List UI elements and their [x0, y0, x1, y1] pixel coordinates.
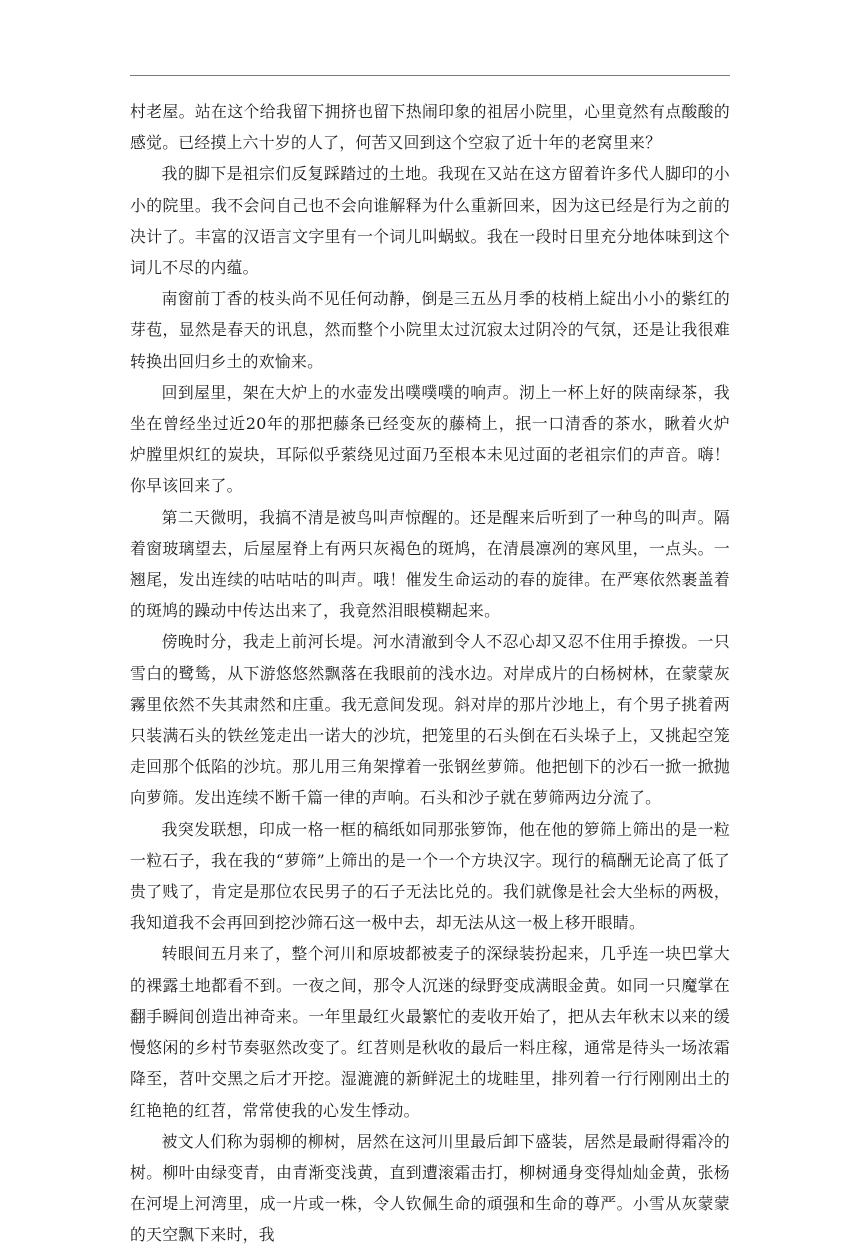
- paragraph: 被文人们称为弱柳的柳树，居然在这河川里最后卸下盛装，居然是最耐得霜冷的树。柳叶由绿变青，由青渐变浅黄，直到遭滚霜击打，柳树通身变得灿灿金黄，张杨在河堤上河湾里，成一片或一株，令人钦佩生命的頑强和生命的尊严。小雪从灰蒙蒙的天空飘下来时，我: [130, 1131, 730, 1245]
- paragraph: 第二天微明，我搞不清是被鸟叫声惊醒的。还是醒来后听到了一种鸟的叫声。隔着窗玻璃望去，后屋屋脊上有两只灰褐色的斑鸠，在清晨凛冽的寒风里，一点头。一翘尾，发出连续的咕咕咕的叫声。哦！催发生命运动的春的旋律。在严寒依然裹盖着的斑鸠的躁动中传达出来了，我竟然泪眼模糊起来。: [130, 507, 730, 621]
- article-body: [130, 96, 730, 1251]
- paragraph: 村老屋。站在这个给我留下拥挤也留下热闹印象的祖居小院里，心里竟然有点酸酸的感觉。已经摸上六十岁的人了，何苦又回到这个空寂了近十年的老窝里来？: [130, 102, 730, 153]
- paragraph: 转眼间五月来了，整个河川和原坡都被麦子的深绿装扮起来，几乎连一块巴掌大的裸露土地都看不到。一夜之间，那令人沉迷的绿野变成满眼金黄。如同一只魔掌在翻手瞬间创造出神奇来。一年里最红火最繁忙的麦收开始了，把从去年秋末以来的缓慢悠闲的乡村节奏驱然改变了。红苕则是秋收的最后一料庄稼，通常是待头一场浓霜降至，苕叶交黑之后才开挖。湿漉漉的新鲜泥土的垅畦里，排列着一行行刚刚出土的红艳艳的红苕，常常使我的心发生悸动。: [130, 944, 730, 1120]
- paragraph: 我的脚下是祖宗们反复踩踏过的土地。我现在又站在这方留着许多代人脚印的小小的院里。我不会问自己也不会向谁解释为什么重新回来，因为这已经是行为之前的决计了。丰富的汉语言文字里有一个词儿叫蜗蚁。我在一段时日里充分地体味到这个词儿不尽的内蕴。: [130, 164, 730, 278]
- paragraph: 我突发联想，印成一格一框的稿纸如同那张箩饰，他在他的箩筛上筛出的是一粒一粒石子，我在我的“萝筛”上筛出的是一个一个方块汉字。现行的稿酬无论高了低了贵了贱了，肯定是那位农民男子的石子无法比兑的。我们就像是社会大坐标的两极，我知道我不会再回到挖沙筛石这一极中去，却无法从这一极上移开眼睛。: [130, 819, 730, 933]
- header-rule: [130, 75, 730, 76]
- paragraph: 回到屋里，架在大炉上的水壶发出噗噗噗的响声。沏上一杯上好的陕南绿茶，我坐在曾经坐过近20年的那把藤条已经变灰的藤椅上，抿一口清香的茶水，瞅着火炉炉膛里炽红的炭块，耳际似乎萦绕见过面乃至根本未见过面的老祖宗们的声音。嗨！你早该回来了。: [130, 382, 730, 496]
- paragraph: 南窗前丁香的枝头尚不见任何动静，倒是三五丛月季的枝梢上綻出小小的紫红的芽苞，显然是春天的讯息，然而整个小院里太过沉寂太过阴冷的气氛，还是让我很难转换出回归乡土的欢愉来。: [130, 289, 730, 371]
- paragraph: 傍晚时分，我走上前河长堤。河水清澈到令人不忍心却又忍不住用手撩拨。一只雪白的鹭鸶，从下游悠悠然飘落在我眼前的浅水边。对岸成片的白杨树林，在蒙蒙灰霧里依然不失其肃然和庄重。我无意间发现。斜对岸的那片沙地上，有个男子挑着两只装满石头的铁丝笼走出一诺大的沙坑，把笼里的石头倒在石头垛子上，又挑起空笼走回那个低陷的沙坑。那儿用三角架撑着一张钢丝萝筛。他把刨下的沙石一掀一掀抛向萝筛。发出连续不断千篇一律的声响。石头和沙子就在萝筛两边分流了。: [130, 632, 730, 808]
